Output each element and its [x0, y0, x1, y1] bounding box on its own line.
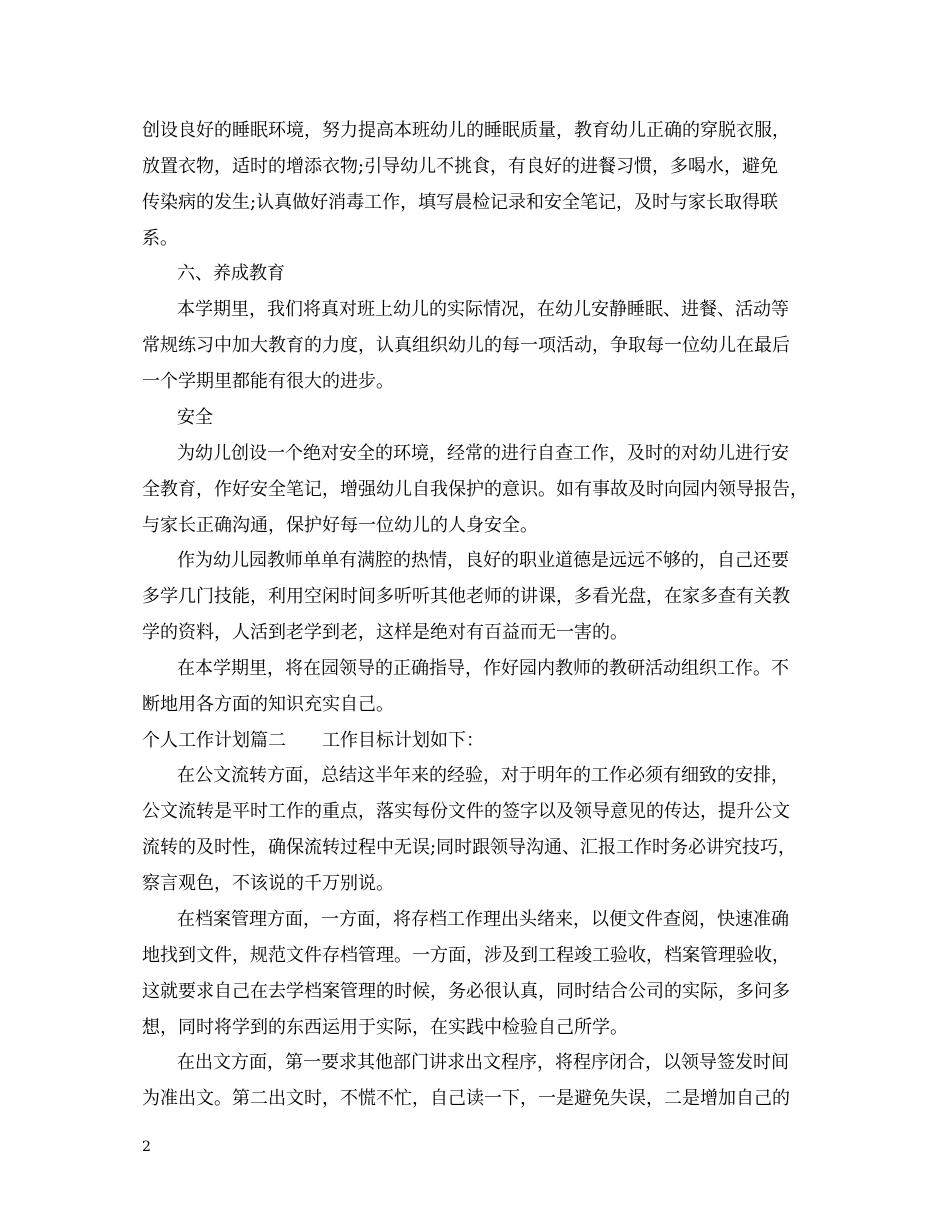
text-line: 在出文方面，第一要求其他部门讲求出文程序，将程序闭合，以领导签发时间	[177, 1052, 789, 1073]
text-line: 一个学期里都能有很大的进步。	[142, 371, 394, 392]
text-line: 与家长正确沟通，保护好每一位幼儿的人身安全。	[142, 515, 538, 536]
text-line: 放置衣物，适时的增添衣物;引导幼儿不挑食，有良好的进餐习惯，多喝水，避免	[142, 156, 779, 177]
text-line: 在公文流转方面，总结这半年来的经验，对于明年的工作必须有细致的安排，	[177, 765, 789, 786]
text-line: 想，同时将学到的东西运用于实际，在实践中检验自己所学。	[142, 1017, 628, 1038]
text-line: 这就要求自己在去学档案管理的时候，务必很认真，同时结合公司的实际，多问多	[142, 981, 790, 1002]
text-line: 为幼儿创设一个绝对安全的环境，经常的进行自查工作，及时的对幼儿进行安	[177, 443, 789, 464]
text-line: 本学期里，我们将真对班上幼儿的实际情况，在幼儿安静睡眠、进餐、活动等	[177, 299, 789, 320]
text-line: 为准出文。第二出文时，不慌不忙，自己读一下，一是避免失误，二是增加自己的	[142, 1088, 790, 1109]
text-line: 学的资料，人活到老学到老，这样是绝对有百益而无一害的。	[142, 622, 628, 643]
text-line: 全教育，作好安全笔记，增强幼儿自我保护的意识。如有事故及时向园内领导报告，	[142, 479, 808, 500]
section-heading: 六、养成教育	[177, 263, 285, 284]
text-line: 常规练习中加大教育的力度，认真组织幼儿的每一项活动，争取每一位幼儿在最后	[142, 335, 790, 356]
text-line: 系。	[142, 228, 178, 249]
text-line: 作为幼儿园教师单单有满腔的热情，良好的职业道德是远远不够的，自己还要	[177, 550, 789, 571]
text-line: 公文流转是平时工作的重点，落实每份文件的签字以及领导意见的传达，提升公文	[142, 801, 790, 822]
text-line: 多学几门技能，利用空闲时间多听听其他老师的讲课，多看光盘，在家多查有关教	[142, 586, 790, 607]
text-line: 创设良好的睡眠环境，努力提高本班幼儿的睡眠质量，教育幼儿正确的穿脱衣服，	[142, 120, 790, 141]
text-line: 在本学期里，将在园领导的正确指导，作好园内教师的教研活动组织工作。不	[177, 658, 789, 679]
text-line: 传染病的发生;认真做好消毒工作，填写晨检记录和安全笔记，及时与家长取得联	[142, 192, 779, 213]
text-line: 察言观色，不该说的千万别说。	[142, 873, 394, 894]
text-line: 在档案管理方面，一方面，将存档工作理出头绪来，以便文件查阅，快速准确	[177, 909, 789, 930]
section-heading: 个人工作计划篇二 工作目标计划如下：	[142, 730, 484, 751]
text-line: 地找到文件，规范文件存档管理。一方面，涉及到工程竣工验收，档案管理验收，	[142, 945, 790, 966]
text-line: 断地用各方面的知识充实自己。	[142, 694, 394, 715]
section-heading: 安全	[177, 407, 213, 428]
text-line: 流转的及时性，确保流转过程中无误;同时跟领导沟通、汇报工作时务必讲究技巧，	[142, 837, 797, 858]
page-number: 2	[142, 1139, 151, 1155]
